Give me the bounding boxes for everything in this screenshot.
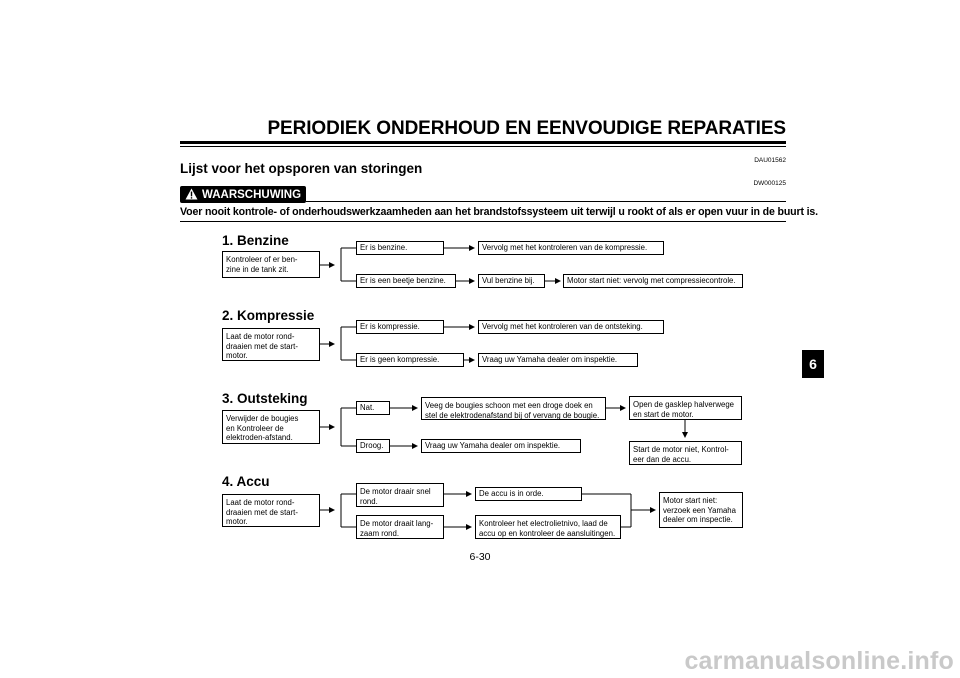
next-check-ignition: Vervolg met het kontroleren van de ontsteking. [478, 320, 664, 334]
doc-code: DAU01562 [754, 157, 786, 164]
page-number: 6-30 [469, 551, 491, 563]
result-plugs-dry: Droog. [356, 439, 390, 453]
warning-code: DW000125 [753, 180, 786, 187]
result-engine-slow: De motor draait lang- zaam rond. [356, 515, 444, 539]
section-title: Lijst voor het opsporen van storingen [180, 161, 423, 176]
section-heading-accu: 4. Accu [222, 474, 270, 489]
chapter-tab: 6 [802, 350, 824, 378]
result-plugs-wet: Nat. [356, 401, 390, 415]
next-check-battery: Start de motor niet, Kontrol- eer dan de accu. [629, 441, 742, 465]
result-fuel-low: Er is een beetje benzine. [356, 274, 456, 288]
next-compression-check: Motor start niet: vervolg met compressiecontrole. [563, 274, 743, 288]
action-final-dealer: Motor start niet: verzoek een Yamaha dealer om inspectie. [659, 492, 743, 528]
result-battery-ok: De accu is in orde. [475, 487, 582, 501]
section-heading-kompressie: 2. Kompressie [222, 308, 315, 323]
action-dealer-inspection: Vraag uw Yamaha dealer om inspektie. [478, 353, 638, 367]
action-check-electrolyte: Kontroleer het electrolietnivo, laad de accu op en kontroleer de aansluitingen. [475, 515, 621, 539]
warning-label: WAARSCHUWING [202, 188, 302, 201]
action-open-throttle: Open de gasklep halverwege en start de motor. [629, 396, 742, 420]
section-heading-benzine: 1. Benzine [222, 233, 289, 248]
result-compression-yes: Er is kompressie. [356, 320, 444, 334]
result-fuel-yes: Er is benzine. [356, 241, 444, 255]
step-crank-engine-battery: Laat de motor rond- draaien met de start- motor. [222, 494, 320, 527]
section-heading-outsteking: 3. Outsteking [222, 391, 308, 406]
warning-text: Voer nooit kontrole- of onderhoudswerkzaamheden aan het brandstofssysteem uit terwijl u rookt of als er open vuur in de buurt is. [180, 206, 818, 218]
step-check-fuel: Kontroleer of er ben- zine in de tank zit. [222, 251, 320, 278]
step-check-spark-plugs: Verwijder de bougies en Kontroleer de elektroden-afstand. [222, 410, 320, 444]
result-engine-fast: De motor draair snel rond. [356, 483, 444, 507]
action-clean-plugs: Veeg de bougies schoon met een droge doek en stel de elektrodenafstand bij of vervang de bougie. [421, 397, 606, 420]
page-title: PERIODIEK ONDERHOUD EN EENVOUDIGE REPARATIES [267, 118, 786, 139]
result-compression-no: Er is geen kompressie. [356, 353, 464, 367]
action-dealer-inspection-2: Vraag uw Yamaha dealer om inspektie. [421, 439, 581, 453]
next-check-compression: Vervolg met het kontroleren van de kompressie. [478, 241, 664, 255]
step-crank-engine: Laat de motor rond- draaien met de start- motor. [222, 328, 320, 361]
action-add-fuel: Vul benzine bij. [478, 274, 545, 288]
watermark: carmanualsonline.info [684, 647, 954, 675]
